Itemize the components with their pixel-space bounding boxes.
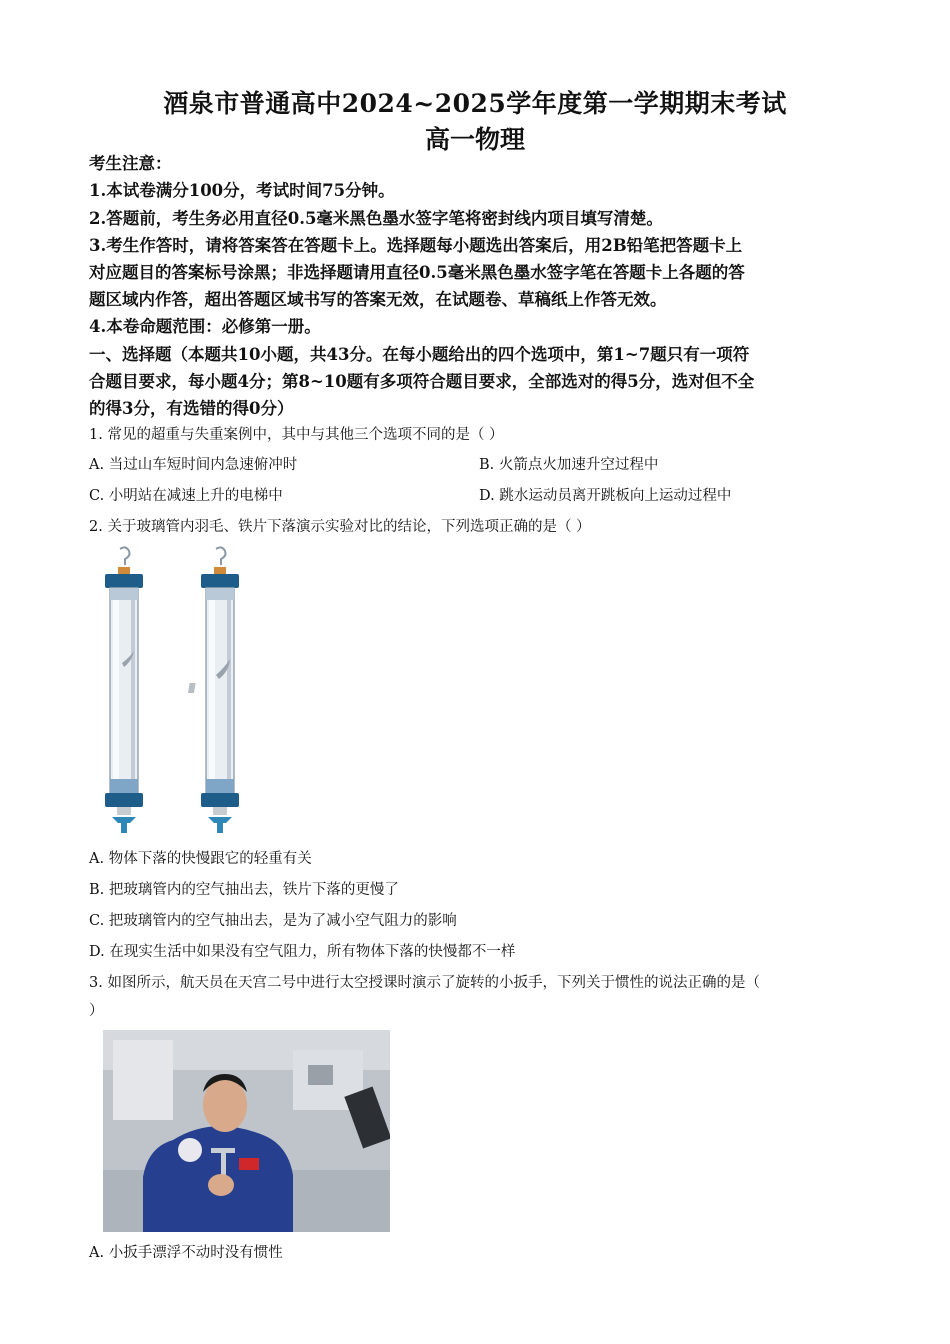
question-2-option-d: D. 在现实生活中如果没有空气阻力，所有物体下落的快慢都不一样 [89, 944, 516, 960]
question-3-option-a: A. 小扳手漂浮不动时没有惯性 [89, 1245, 283, 1261]
notice-item-3-line-2: 对应题目的答案标号涂黑；非选择题请用直径0.5毫米黑色墨水签字笔在答题卡上各题的答 [89, 263, 745, 282]
section-1-heading-line-3: 的得3分，有选错的得0分） [89, 399, 294, 418]
question-1-stem: 1. 常见的超重与失重案例中，其中与其他三个选项不同的是（ ） [89, 427, 504, 443]
question-3-stem-line-1: 3. 如图所示，航天员在天宫二号中进行太空授课时演示了旋转的小扳手，下列关于惯性的说法正确的是（ [89, 975, 760, 991]
question-1-option-a: A. 当过山车短时间内急速俯冲时 [89, 457, 298, 473]
astronaut-photo [103, 1030, 390, 1232]
question-2-option-a: A. 物体下落的快慢跟它的轻重有关 [89, 851, 312, 867]
question-2-option-b: B. 把玻璃管内的空气抽出去，铁片下落的更慢了 [89, 882, 399, 898]
notice-item-1: 1.本试卷满分100分，考试时间75分钟。 [89, 181, 395, 200]
question-1-option-d: D. 跳水运动员离开跳板向上运动过程中 [479, 488, 732, 504]
notice-item-2: 2.答题前，考生务必用直径0.5毫米黑色墨水签字笔将密封线内项目填写清楚。 [89, 209, 663, 228]
notice-item-4: 4.本卷命题范围：必修第一册。 [89, 317, 321, 336]
exam-subject: 高一物理 [424, 125, 525, 154]
notice-item-3-line-1: 3.考生作答时，请将答案答在答题卡上。选择题每小题选出答案后，用2B铅笔把答题卡上 [89, 236, 743, 255]
notice-heading: 考生注意： [89, 154, 172, 173]
glass-tube-figure [100, 545, 260, 840]
question-2-stem: 2. 关于玻璃管内羽毛、铁片下落演示实验对比的结论，下列选项正确的是（ ） [89, 519, 591, 535]
tube-right [188, 547, 239, 833]
question-3-stem-line-2: ） [89, 1003, 104, 1019]
exam-title: 酒泉市普通高中2024~2025学年度第一学期期末考试 [163, 89, 787, 118]
question-2-option-c: C. 把玻璃管内的空气抽出去，是为了减小空气阻力的影响 [89, 913, 457, 929]
question-1-option-c: C. 小明站在减速上升的电梯中 [89, 488, 283, 504]
section-1-heading-line-2: 合题目要求，每小题4分；第8~10题有多项符合题目要求，全部选对的得5分，选对但不全 [89, 372, 755, 391]
section-1-heading-line-1: 一、选择题（本题共10小题，共43分。在每小题给出的四个选项中，第1~7题只有一项符 [89, 345, 750, 364]
notice-item-3-line-3: 题区域内作答，超出答题区域书写的答案无效，在试题卷、草稿纸上作答无效。 [89, 290, 667, 309]
question-1-option-b: B. 火箭点火加速升空过程中 [479, 457, 659, 473]
tube-left [100, 547, 143, 833]
iron-piece-icon [188, 683, 196, 693]
